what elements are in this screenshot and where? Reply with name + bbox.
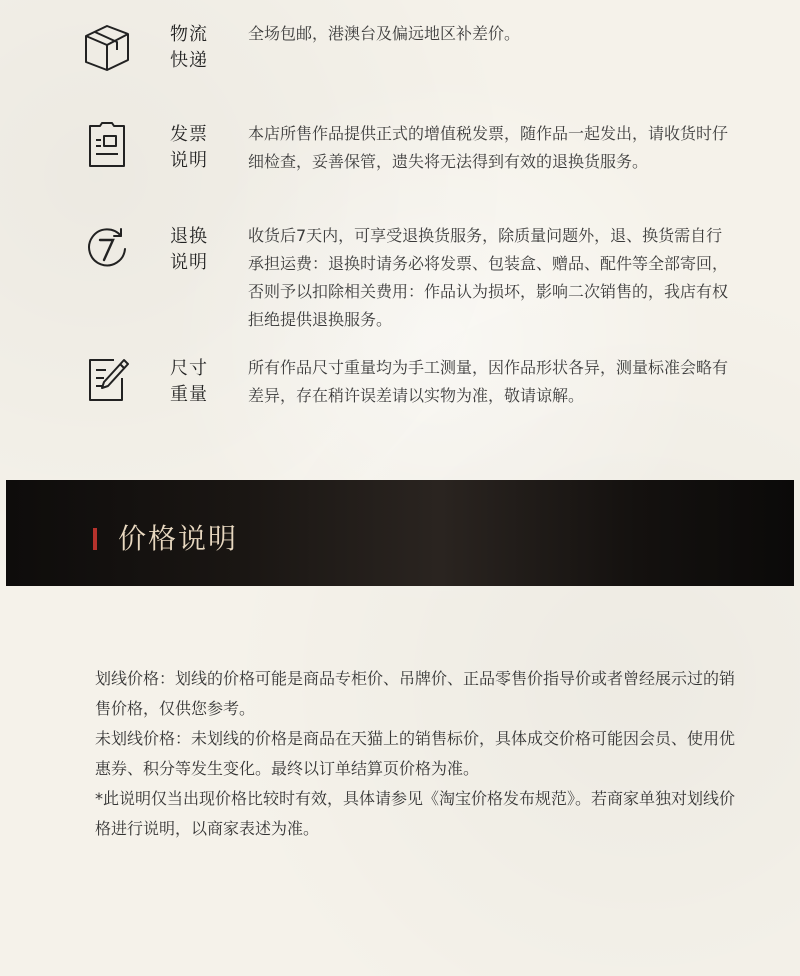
shipping-label: 物流 快递 (170, 24, 208, 71)
price-rule-note: *此说明仅当出现价格比较时有效，具体请参见《淘宝价格发布规范》。若商家单独对划线价格进行说明，以商家表述为准。 (95, 789, 736, 838)
size-weight-text: 所有作品尺寸重量均为手工测量，因作品形状各异，测量标准会略有差异，存在稍许误差请以实物为准，敬请谅解。 (248, 358, 729, 405)
box-icon (80, 20, 134, 74)
price-notes (95, 664, 735, 844)
size-weight-label: 尺寸 重量 (170, 358, 208, 405)
shipping-text: 全场包邮，港澳台及偏远地区补差价。 (248, 24, 521, 43)
invoice-label: 发票 说明 (170, 124, 208, 171)
seven-day-return-icon (80, 222, 134, 276)
price-banner-title: 价格说明 (118, 522, 239, 555)
returns-text: 收货后7天内，可享受退换货服务，除质量问题外，退、换货需自行承担运费：退换时请务必将发票、包装盒、赠品、配件等全部寄回，否则予以扣除相关费用：作品认为损坏，影响二次销售的，我店有权拒绝提供退换服务。 (248, 226, 729, 329)
unmarked-price-note: 未划线价格：未划线的价格是商品在天猫上的销售标价，具体成交价格可能因会员、使用优惠券、积分等发生变化。最终以订单结算页价格为准。 (95, 729, 736, 778)
invoice-text: 本店所售作品提供正式的增值税发票，随作品一起发出，请收货时仔细检查，妥善保管，遗失将无法得到有效的退换货服务。 (248, 124, 729, 171)
strikethrough-price-note: 划线价格：划线的价格可能是商品专柜价、吊牌价、正品零售价指导价或者曾经展示过的销售价格，仅供您参考。 (95, 669, 736, 718)
returns-label: 退换 说明 (170, 226, 208, 273)
banner-accent-bar (93, 528, 97, 550)
invoice-icon (80, 118, 134, 172)
measure-edit-icon (80, 352, 134, 406)
